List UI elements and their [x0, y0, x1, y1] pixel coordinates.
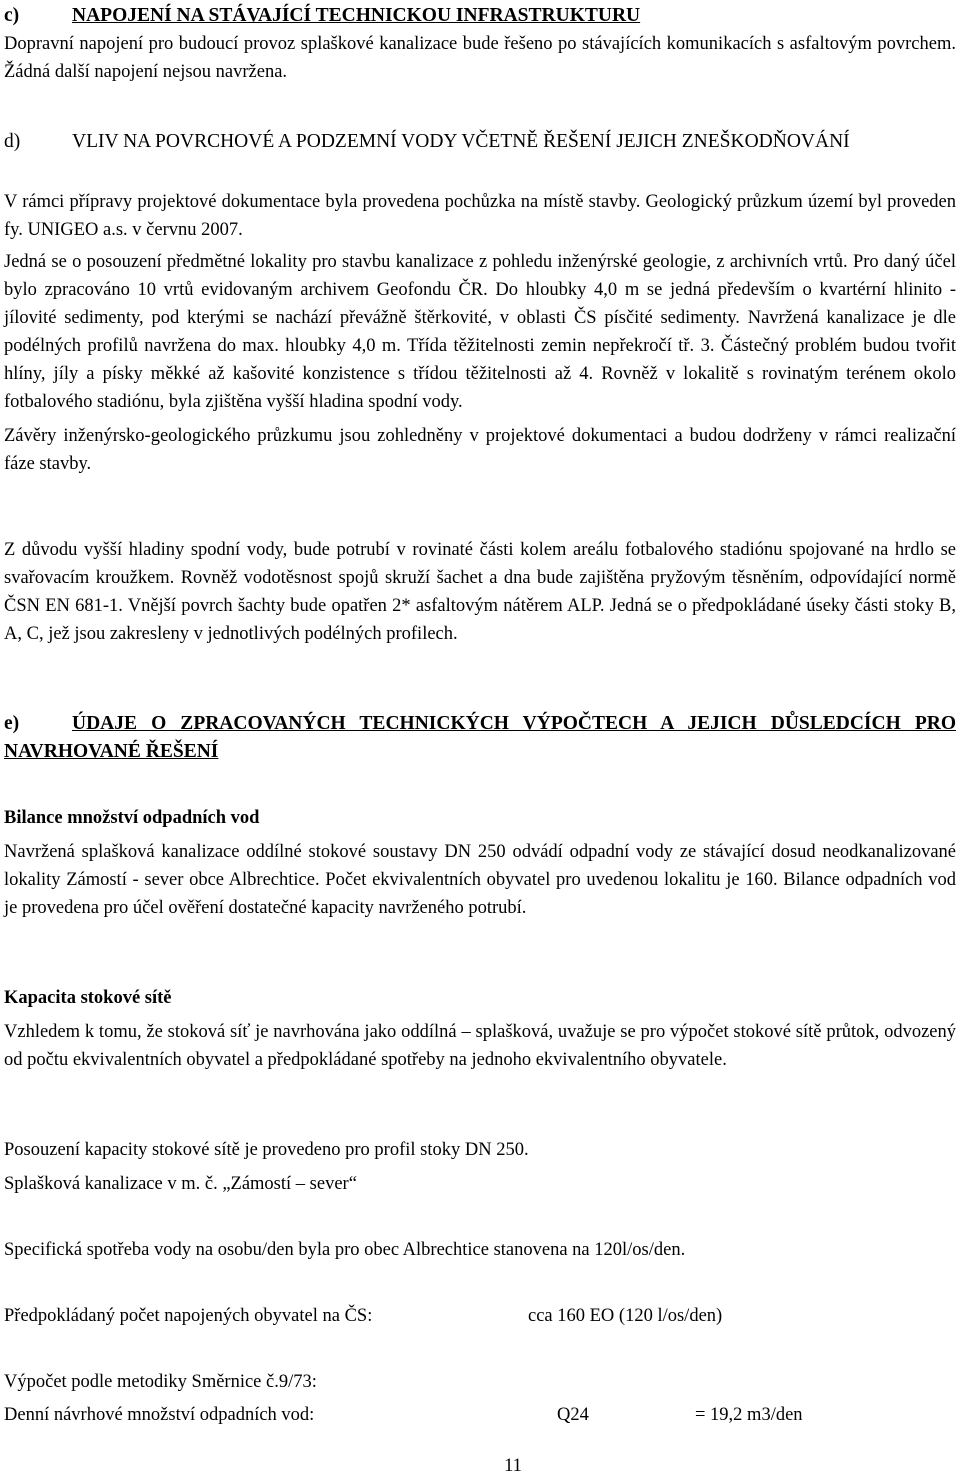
- section-d-paragraph-2: Jedná se o posouzení předmětné lokality pro stavbu kanalizace z pohledu inženýrské geologie, z archivních vrtů. Pro daný účel bylo zpracováno 10 vrtů evidovaným archivem Geofondu ČR. Do hloubky 4,0 m se jedná především o kvartérní hlinito - jílovité sedimenty, pod kterými se nachází převážně štěrkovité, v oblasti ČS písčité sedimenty. Navržená kanalizace je dle podélných profilů navržena do max. hloubky 4,0 m. Třída těžitelnosti zemin nepřekročí tř. 3. Částečný problém budou tvořit hlíny, jíly a písky měkké až kašovité konzistence s třídou těžitelnosti až 4. Rovněž v lokalitě s rovinatým terénem okolo fotbalového stadiónu, byla zjištěna vyšší hladina spodní vody.: [4, 252, 956, 412]
- section-d-paragraph-3: Závěry inženýrsko-geologického průzkumu jsou zohledněny v projektové dokumentaci a budou dodrženy v rámci realizační fáze stavby.: [4, 426, 956, 474]
- denni-label: Denní návrhové množství odpadních vod:: [4, 1405, 315, 1425]
- section-d-paragraph-1: V rámci přípravy projektové dokumentace byla provedena pochůzka na místě stavby. Geologický průzkum území byl proveden fy. UNIGEO a.s. v červnu 2007.: [4, 192, 956, 240]
- section-e: [4, 710, 956, 766]
- bilance-heading: Bilance množství odpadních vod: [4, 808, 260, 828]
- kapacita-text: Vzhledem k tomu, že stoková síť je navrhována jako oddílná – splašková, uvažuje se pro výpočet stokové sítě průtok, odvozený od počtu ekvivalentních obyvatel a předpokládané spotřeby na jednoho ekvivalentního obyvatele.: [4, 1022, 956, 1070]
- denni-value: = 19,2 m3/den: [695, 1405, 803, 1425]
- section-d: [4, 128, 956, 156]
- section-c: [4, 2, 956, 86]
- section-c-heading: [4, 2, 956, 30]
- section-c-letter: c): [4, 5, 20, 26]
- section-e-letter: e): [4, 713, 20, 734]
- section-d-paragraph-4: Z důvodu vyšší hladiny spodní vody, bude potrubí v rovinaté části kolem areálu fotbalového stadiónu spojované na hrdlo se svařovacím kroužkem. Rovněž vodotěsnost spojů skruží šachet a dna bude zajištěna pryžovým těsněním, odpovídající normě ČSN EN 681-1. Vnější povrch šachty bude opatřen 2* asfaltovým nátěrem ALP. Jedná se o předpokládané úseky části stoky B, A, C, jež jsou zakresleny v jednotlivých podélných profilech.: [4, 540, 956, 644]
- predpokladany-value: cca 160 EO (120 l/os/den): [528, 1306, 723, 1326]
- section-e-heading: [4, 710, 956, 766]
- specificka-line: Specifická spotřeba vody na osobu/den byla pro obec Albrechtice stanovena na 120l/os/den.: [4, 1240, 686, 1260]
- section-e-title: ÚDAJE O ZPRACOVANÝCH TECHNICKÝCH VÝPOČTECH A JEJICH DŮSLEDCÍCH PRO NAVRHOVANÉ ŘEŠENÍ: [4, 713, 956, 762]
- kapacita-heading: Kapacita stokové sítě: [4, 988, 172, 1008]
- page-number: 11: [504, 1456, 522, 1476]
- vypocet-line: Výpočet podle metodiky Směrnice č.9/73:: [4, 1372, 317, 1392]
- posouzeni-line: Posouzení kapacity stokové sítě je provedeno pro profil stoky DN 250.: [4, 1140, 529, 1160]
- denni-symbol: Q24: [557, 1405, 589, 1425]
- section-c-title: NAPOJENÍ NA STÁVAJÍCÍ TECHNICKOU INFRASTRUKTURU: [72, 5, 641, 26]
- section-d-heading: [4, 128, 956, 156]
- section-d-letter: d): [4, 131, 21, 152]
- bilance-text: Navržená splašková kanalizace oddílné stokové soustavy DN 250 odvádí odpadní vody ze stávající dosud neodkanalizované lokality Zámostí - sever obce Albrechtice. Počet ekvivalentních obyvatel pro uvedenou lokalitu je 160. Bilance odpadních vod je provedena pro účel ověření dostatečné kapacity navrženého potrubí.: [4, 842, 956, 918]
- section-c-text: Dopravní napojení pro budoucí provoz splaškové kanalizace bude řešeno po stávajících komunikacích s asfaltovým povrchem. Žádná další napojení nejsou navržena.: [4, 34, 956, 82]
- kapacita-section: [4, 984, 956, 1074]
- section-d-title: VLIV NA POVRCHOVÉ A PODZEMNÍ VODY VČETNĚ ŘEŠENÍ JEJICH ZNEŠKODŇOVÁNÍ: [72, 131, 850, 152]
- splaskova-line: Splašková kanalizace v m. č. „Zámostí – sever“: [4, 1174, 357, 1194]
- section-d-body-2: [4, 536, 956, 648]
- bilance-section: [4, 804, 956, 922]
- section-d-body: [4, 188, 956, 478]
- predpokladany-label: Předpokládaný počet napojených obyvatel na ČS:: [4, 1306, 373, 1326]
